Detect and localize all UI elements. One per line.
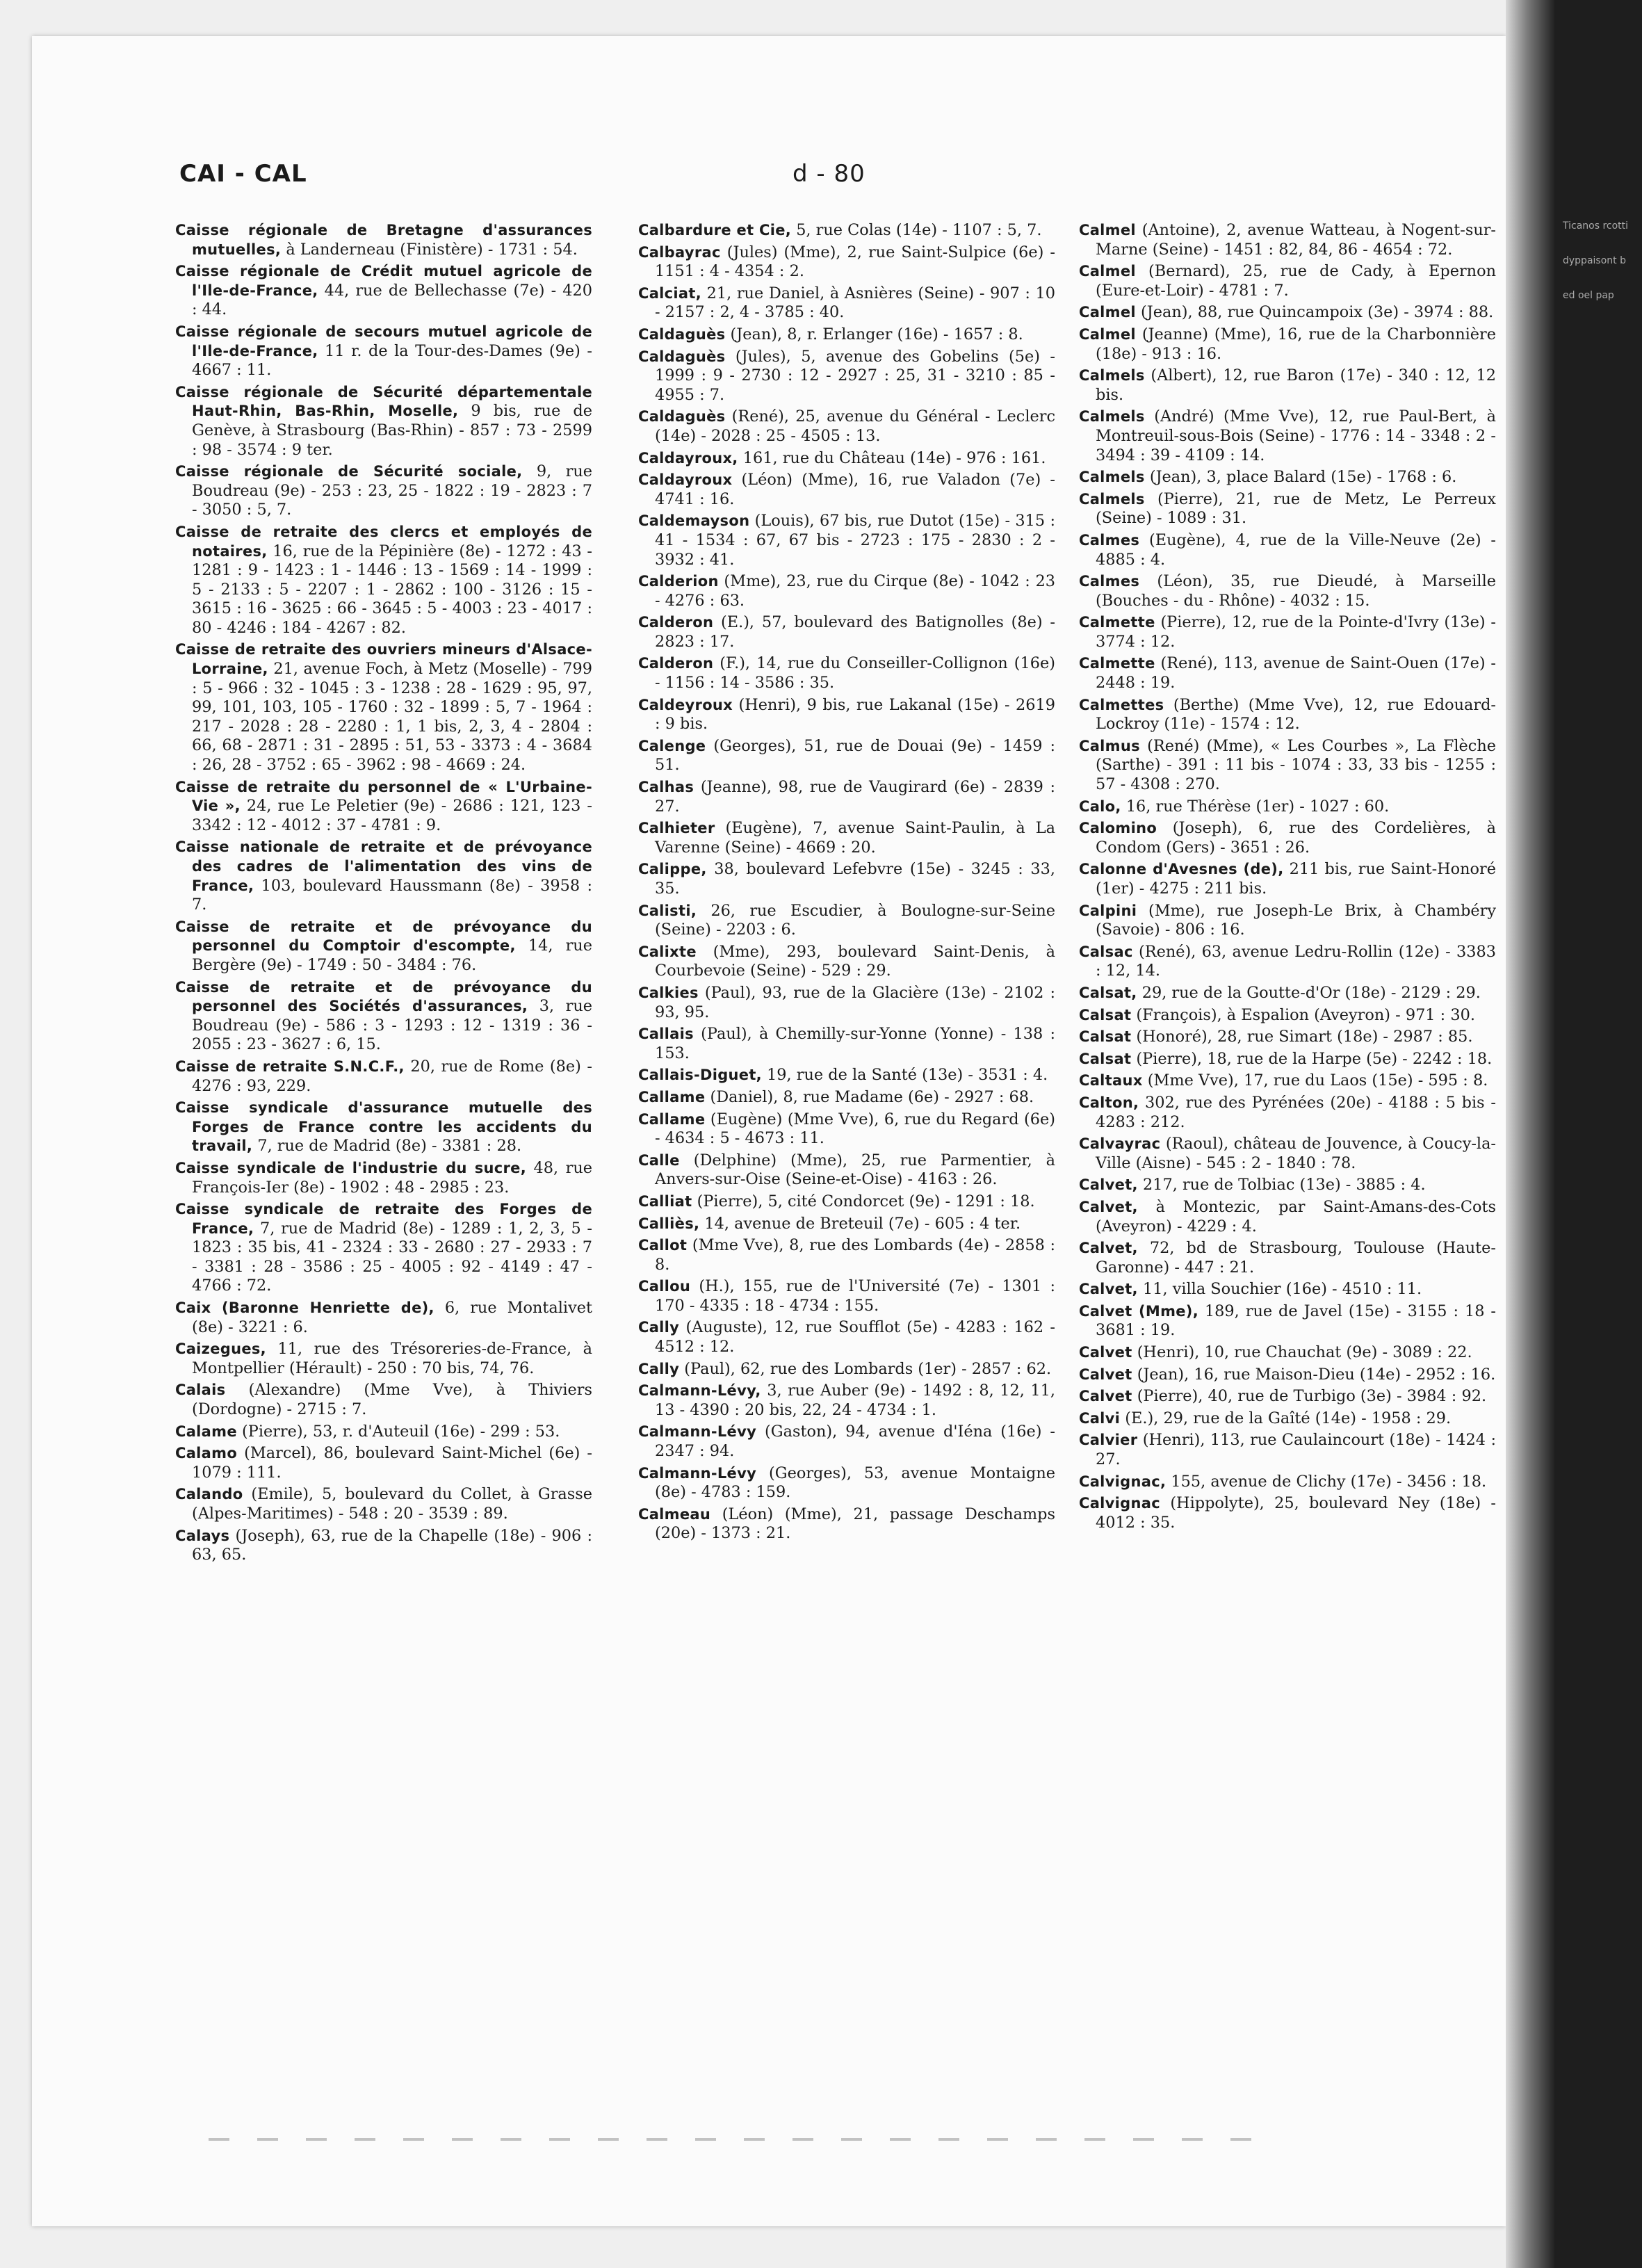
entry-name: Callais-Diguet, xyxy=(638,1067,762,1084)
entry-details: (Eugène), 7, avenue Saint-Paulin, à La Varenne (Seine) - 4669 : 20. xyxy=(655,819,1055,857)
entry-details: (Henri), 9 bis, rue Lakanal (15e) - 2619 : 9 bis. xyxy=(655,695,1055,734)
directory-entry xyxy=(638,860,1055,898)
directory-entry xyxy=(1079,366,1496,405)
directory-entry xyxy=(1079,468,1496,487)
entry-name: Calciat, xyxy=(638,284,702,302)
entry-details: 29, rue de la Goutte-d'Or (18e) - 2129 : 29. xyxy=(1141,983,1481,1002)
entry-name: Calo, xyxy=(1079,797,1121,815)
entry-details: 211 bis, rue Saint-Honoré (1er) - 4275 : 211 bis. xyxy=(1096,860,1496,898)
entry-name: Caisse de retraite S.N.C.F., xyxy=(175,1058,405,1075)
entry-name: Calderion xyxy=(638,573,719,590)
entry-name: Calsat, xyxy=(1079,984,1137,1001)
entry-details: (René) (Mme), « Les Courbes », La Flèche (Sarthe) - 391 : 11 bis - 1074 : 33, 33 bis - 1255 : 57 - 4308 : 270. xyxy=(1096,736,1496,794)
book-spine xyxy=(1506,0,1554,2268)
directory-entry xyxy=(1079,819,1496,857)
entry-name: Calvi xyxy=(1079,1409,1121,1427)
column-3 xyxy=(1079,221,1496,2098)
entry-details: (E.), 29, rue de la Gaîté (14e) - 1958 : 29. xyxy=(1125,1409,1452,1427)
entry-name: Calmes xyxy=(1079,573,1140,590)
entry-details: 14, rue Bergère (9e) - 1749 : 50 - 3484 : 76. xyxy=(192,937,592,974)
directory-entry xyxy=(638,1236,1055,1274)
entry-name: Calhas xyxy=(638,779,694,796)
entry-details: 16, rue de la Pépinière (8e) - 1272 : 43 - 1281 : 9 - 1423 : 1 - 1446 : 13 - 1569 : 14 - 1999 : 5 - 2133 : 5 - 2207 : 1 - 2862 : 100 - 3126 : 15 - 3615 : 16 - 3625 : 66 - 3645 : 5 - 4003 : 23 - 4017 : 80 - 4246 : 184 - 4267 : 82. xyxy=(192,542,592,637)
entry-name: Calisti, xyxy=(638,902,697,919)
entry-name: Calmeau xyxy=(638,1505,711,1523)
directory-entry xyxy=(1079,797,1496,817)
entry-details: 21, avenue Foch, à Metz (Moselle) - 799 : 5 - 966 : 32 - 1045 : 3 - 1238 : 28 - 1629 : 95, 97, 99, 101, 103, 105 - 1760 : 32 - 1899 : 5, 7 - 1964 : 217 - 2028 : 28 - 2280 : 1, 1 bis, 2, 3, 4 - 2804 : 66, 68 - 2871 : 31 - 2895 : 51, 53 - 3373 : 4 - 3684 : 26, 28 - 3752 : 65 - 3962 : 98 - 4669 : 24. xyxy=(192,660,592,775)
entry-details: 14, avenue de Breteuil (7e) - 605 : 4 ter. xyxy=(704,1214,1021,1233)
entry-details: 11, rue des Trésoreries-de-France, à Montpellier (Hérault) - 250 : 70 bis, 74, 76. xyxy=(192,1340,592,1377)
directory-entry xyxy=(1079,1239,1496,1277)
entry-details: (Honoré), 28, rue Simart (18e) - 2987 : 85. xyxy=(1136,1028,1473,1046)
entry-details: 161, rue du Château (14e) - 976 : 161. xyxy=(742,448,1046,467)
entry-name: Calais xyxy=(175,1382,226,1399)
entry-details: (Mme), 293, boulevard Saint-Denis, à Courbevoie (Seine) - 529 : 29. xyxy=(655,942,1055,980)
entry-name: Callame xyxy=(638,1110,706,1128)
directory-entry xyxy=(175,918,592,975)
entry-details: (Auguste), 12, rue Soufflot (5e) - 4283 : 162 - 4512 : 12. xyxy=(655,1318,1055,1356)
entry-details: 11 r. de la Tour-des-Dames (9e) - 4667 : 11. xyxy=(192,341,592,380)
entry-name: Caisse syndicale de l'industrie du sucre, xyxy=(175,1159,527,1176)
entry-name: Caisse régionale de secours mutuel agricole de l'Ile-de-France, xyxy=(175,323,592,359)
entry-details: 302, rue des Pyrénées (20e) - 4188 : 5 bis - 4283 : 212. xyxy=(1096,1093,1496,1131)
directory-entry xyxy=(638,1423,1055,1461)
entry-name: Calmettes xyxy=(1079,696,1164,713)
entry-name: Caisse nationale de retraite et de prévoyance des cadres de l'alimentation des vins de France, xyxy=(175,839,592,894)
entry-details: (Marcel), 86, boulevard Saint-Michel (6e) - 1079 : 111. xyxy=(192,1444,592,1482)
directory-entry xyxy=(1079,325,1496,364)
directory-entry xyxy=(1079,654,1496,692)
entry-details: 3, rue Boudreau (9e) - 586 : 3 - 1293 : 12 - 1319 : 36 - 2055 : 23 - 3627 : 6, 15. xyxy=(192,997,592,1054)
entry-details: 6, rue Montalivet (8e) - 3221 : 6. xyxy=(192,1299,592,1336)
entry-details: 20, rue de Rome (8e) - 4276 : 93, 229. xyxy=(192,1057,592,1095)
entry-details: 26, rue Escudier, à Boulogne-sur-Seine (Seine) - 2203 : 6. xyxy=(655,901,1055,939)
directory-entry xyxy=(1079,1366,1496,1385)
entry-name: Caldayroux, xyxy=(638,449,738,467)
entry-details: 24, rue Le Peletier (9e) - 2686 : 121, 123 - 3342 : 12 - 4012 : 37 - 4781 : 9. xyxy=(192,797,592,834)
directory-entry xyxy=(638,1215,1055,1234)
entry-details: 11, villa Souchier (16e) - 4510 : 11. xyxy=(1142,1280,1422,1299)
directory-entry xyxy=(175,978,592,1055)
directory-entry xyxy=(1079,1050,1496,1069)
entry-name: Caix (Baronne Henriette de), xyxy=(175,1299,434,1317)
directory-entry xyxy=(175,1527,592,1565)
entry-details: (Daniel), 8, rue Madame (6e) - 2927 : 68. xyxy=(710,1087,1034,1106)
entry-name: Calvet xyxy=(1079,1366,1132,1383)
entry-name: Calixte xyxy=(638,943,697,960)
entry-name: Calamo xyxy=(175,1445,238,1462)
directory-entry xyxy=(1079,1006,1496,1026)
entry-details: (René), 25, avenue du Général - Leclerc (14e) - 2028 : 25 - 4505 : 13. xyxy=(655,407,1055,445)
entry-details: (Mme), 23, rue du Cirque (8e) - 1042 : 23 - 4276 : 63. xyxy=(655,572,1055,610)
directory-entry xyxy=(175,523,592,638)
directory-entry xyxy=(1079,1494,1496,1532)
directory-entry xyxy=(175,1299,592,1337)
entry-details: 9 bis, rue de Genève, à Strasbourg (Bas-Rhin) - 857 : 73 - 2599 : 98 - 3574 : 9 ter. xyxy=(192,402,592,459)
entry-details: (F.), 14, rue du Conseiller-Collignon (16e) - 1156 : 14 - 3586 : 35. xyxy=(655,654,1055,692)
directory-entry xyxy=(1079,1387,1496,1407)
entry-name: Calmette xyxy=(1079,614,1155,631)
entry-name: Caizegues, xyxy=(175,1340,266,1358)
entry-details: (Joseph), 6, rue des Cordelières, à Condom (Gers) - 3651 : 26. xyxy=(1096,819,1496,857)
directory-entry xyxy=(638,512,1055,569)
directory-entry xyxy=(1079,860,1496,898)
entry-name: Caisse régionale de Sécurité départementale Haut-Rhin, Bas-Rhin, Moselle, xyxy=(175,383,592,420)
directory-entry xyxy=(638,613,1055,651)
directory-entry xyxy=(1079,1409,1496,1429)
entry-name: Calame xyxy=(175,1423,237,1440)
entry-details: (Jules), 5, avenue des Gobelins (5e) - 1999 : 9 - 2730 : 12 - 2927 : 25, 31 - 3210 : 85 - 4955 : 7. xyxy=(655,347,1055,404)
directory-entry xyxy=(638,1088,1055,1108)
entry-name: Calliès, xyxy=(638,1215,700,1232)
entry-details: (Jean), 8, r. Erlanger (16e) - 1657 : 8. xyxy=(730,325,1023,343)
entry-details: (E.), 57, boulevard des Batignolles (8e) - 2823 : 17. xyxy=(655,613,1055,651)
entry-details: 16, rue Thérèse (1er) - 1027 : 60. xyxy=(1125,797,1390,816)
directory-entry xyxy=(638,819,1055,857)
entry-name: Calliat xyxy=(638,1192,692,1210)
directory-entry xyxy=(175,640,592,775)
entry-name: Calando xyxy=(175,1486,243,1503)
directory-entry xyxy=(175,838,592,914)
entry-name: Caldemayson xyxy=(638,512,750,530)
entry-details: (Joseph), 63, rue de la Chapelle (18e) - 906 : 63, 65. xyxy=(192,1526,592,1564)
entry-name: Caisse régionale de Sécurité sociale, xyxy=(175,463,523,480)
directory-entry xyxy=(1079,490,1496,528)
entry-details: 44, rue de Bellechasse (7e) - 420 : 44. xyxy=(192,281,592,319)
adjacent-page-text: Ticanos rcotti dyppaisont bed oel pap xyxy=(1563,220,1629,301)
directory-entry xyxy=(638,1382,1055,1420)
entry-details: (Pierre), 5, cité Condorcet (9e) - 1291 : 18. xyxy=(697,1192,1035,1210)
entry-name: Calenge xyxy=(638,737,706,754)
entry-details: (Antoine), 2, avenue Watteau, à Nogent-sur-Marne (Seine) - 1451 : 82, 84, 86 - 4654 : 72. xyxy=(1096,221,1496,259)
entry-details: (Léon), 35, rue Dieudé, à Marseille (Bouches - du - Rhône) - 4032 : 15. xyxy=(1096,572,1496,610)
entry-details: 48, rue François-Ier (8e) - 1902 : 48 - 2985 : 23. xyxy=(192,1158,592,1197)
directory-entry xyxy=(638,737,1055,775)
entry-name: Calmels xyxy=(1079,367,1145,384)
entry-details: (Jules) (Mme), 2, rue Saint-Sulpice (6e) - 1151 : 4 - 4354 : 2. xyxy=(655,243,1055,281)
directory-entry xyxy=(1079,407,1496,465)
directory-entry xyxy=(175,262,592,320)
entry-name: Calays xyxy=(175,1527,230,1544)
entry-details: (Henri), 113, rue Caulaincourt (18e) - 1424 : 27. xyxy=(1096,1431,1496,1469)
entry-name: Caltaux xyxy=(1079,1072,1143,1090)
entry-details: (André) (Mme Vve), 12, rue Paul-Bert, à Montreuil-sous-Bois (Seine) - 1776 : 14 - 3348 : 2 - 3494 : 39 - 4109 : 14. xyxy=(1096,407,1496,464)
directory-entry xyxy=(175,1340,592,1378)
directory-entry xyxy=(638,1464,1055,1502)
entry-details: (René), 63, avenue Ledru-Rollin (12e) - 3383 : 12, 14. xyxy=(1096,942,1496,980)
entry-details: 189, rue de Javel (15e) - 3155 : 18 - 3681 : 19. xyxy=(1096,1302,1496,1340)
entry-name: Caisse de retraite et de prévoyance du personnel du Comptoir d'escompte, xyxy=(175,918,592,955)
directory-entry xyxy=(638,1318,1055,1356)
directory-entry xyxy=(1079,1028,1496,1047)
entry-details: (Alexandre) (Mme Vve), à Thiviers (Dordogne) - 2715 : 7. xyxy=(192,1381,592,1419)
entry-details: (Georges), 53, avenue Montaigne (8e) - 4783 : 159. xyxy=(655,1464,1055,1502)
entry-name: Calomino xyxy=(1079,820,1157,837)
entry-name: Calonne d'Avesnes (de), xyxy=(1079,861,1284,878)
entry-name: Calvayrac xyxy=(1079,1135,1161,1153)
entry-details: (Léon) (Mme), 16, rue Valadon (7e) - 4741 : 16. xyxy=(655,471,1055,508)
entry-name: Calle xyxy=(638,1151,680,1169)
directory-entry xyxy=(1079,613,1496,651)
directory-entry xyxy=(175,462,592,520)
entry-name: Callais xyxy=(638,1026,694,1043)
directory-entry xyxy=(1079,1302,1496,1340)
entry-name: Calmel xyxy=(1079,263,1136,280)
entry-name: Calmann-Lévy xyxy=(638,1464,757,1482)
directory-entry xyxy=(175,1058,592,1096)
entry-details: (Pierre), 21, rue de Metz, Le Perreux (Seine) - 1089 : 31. xyxy=(1096,489,1496,528)
directory-entry xyxy=(638,1066,1055,1085)
directory-entry xyxy=(1079,1343,1496,1363)
entry-name: Caisse syndicale d'assurance mutuelle des Forges de France contre les accidents du travail, xyxy=(175,1099,592,1155)
directory-entry xyxy=(638,943,1055,981)
entry-name: Calvet (Mme), xyxy=(1079,1302,1198,1320)
directory-entry xyxy=(175,1200,592,1296)
entry-details: 3, rue Auber (9e) - 1492 : 8, 12, 11, 13 - 4390 : 20 bis, 22, 24 - 4734 : 1. xyxy=(655,1382,1055,1419)
entry-name: Calmus xyxy=(1079,737,1140,754)
directory-entry xyxy=(638,984,1055,1022)
entry-name: Calbayrac xyxy=(638,243,721,261)
entry-name: Calmels xyxy=(1079,490,1145,508)
entry-details: (Albert), 12, rue Baron (17e) - 340 : 12, 12 bis. xyxy=(1096,366,1496,404)
directory-entry xyxy=(1079,221,1496,259)
directory-entry xyxy=(638,654,1055,692)
entry-details: 21, rue Daniel, à Asnières (Seine) - 907 : 10 - 2157 : 2, 4 - 3785 : 40. xyxy=(655,284,1055,322)
entry-details: (Eugène) (Mme Vve), 6, rue du Regard (6e) - 4634 : 5 - 4673 : 11. xyxy=(655,1110,1055,1148)
entry-details: (Jean), 16, rue Maison-Dieu (14e) - 2952 : 16. xyxy=(1137,1365,1496,1384)
entry-name: Calvet xyxy=(1079,1388,1132,1405)
directory-entry xyxy=(175,1381,592,1419)
directory-entry xyxy=(638,221,1055,241)
column-1 xyxy=(175,221,592,2098)
entry-name: Calderon xyxy=(638,614,714,631)
entry-details: 7, rue de Madrid (8e) - 3381 : 28. xyxy=(257,1137,522,1156)
entry-details: (Jean), 3, place Balard (15e) - 1768 : 6. xyxy=(1149,468,1457,487)
entry-name: Caisse de retraite des ouvriers mineurs d'Alsace-Lorraine, xyxy=(175,641,592,678)
directory-entry xyxy=(638,325,1055,345)
directory-entry xyxy=(638,348,1055,405)
directory-entry xyxy=(175,1099,592,1156)
directory-entry xyxy=(1079,1071,1496,1091)
directory-entry xyxy=(1079,1431,1496,1469)
entry-details: (Pierre), 40, rue de Turbigo (3e) - 3984 : 92. xyxy=(1137,1387,1487,1406)
directory-entry xyxy=(638,1360,1055,1379)
entry-details: 103, boulevard Haussmann (8e) - 3958 : 7. xyxy=(192,876,592,914)
entry-details: (Paul), à Chemilly-sur-Yonne (Yonne) - 138 : 153. xyxy=(655,1025,1055,1062)
entry-details: (Paul), 93, rue de la Glacière (13e) - 2102 : 93, 95. xyxy=(655,983,1055,1021)
entry-name: Callou xyxy=(638,1278,691,1295)
directory-entry xyxy=(175,1423,592,1442)
entry-details: 9, rue Boudreau (9e) - 253 : 23, 25 - 1822 : 19 - 2823 : 7 - 3050 : 5, 7. xyxy=(192,462,592,519)
directory-entry xyxy=(1079,303,1496,323)
entry-details: 38, boulevard Lefebvre (15e) - 3245 : 33, 35. xyxy=(655,860,1055,898)
directory-entry xyxy=(638,1025,1055,1063)
entry-details: (Hippolyte), 25, boulevard Ney (18e) - 4012 : 35. xyxy=(1096,1494,1496,1532)
directory-entry xyxy=(638,1192,1055,1212)
entry-details: (Paul), 62, rue des Lombards (1er) - 2857 : 62. xyxy=(684,1359,1052,1378)
entry-name: Calvignac xyxy=(1079,1495,1160,1512)
entry-details: (Bernard), 25, rue de Cady, à Epernon (Eure-et-Loir) - 4781 : 7. xyxy=(1096,262,1496,300)
directory-entry xyxy=(1079,531,1496,569)
entry-details: (Jeanne), 98, rue de Vaugirard (6e) - 2839 : 27. xyxy=(655,778,1055,816)
entry-details: (Eugène), 4, rue de la Ville-Neuve (2e) - 4885 : 4. xyxy=(1096,530,1496,569)
entry-details: (Léon) (Mme), 21, passage Deschamps (20e) - 1373 : 21. xyxy=(655,1505,1055,1543)
directory-entry xyxy=(1079,1198,1496,1236)
entry-details: (Berthe) (Mme Vve), 12, rue Edouard-Lockroy (11e) - 1574 : 12. xyxy=(1096,695,1496,734)
entry-name: Calmel xyxy=(1079,304,1136,321)
entry-details: (Raoul), château de Jouvence, à Coucy-la-Ville (Aisne) - 545 : 2 - 1840 : 78. xyxy=(1096,1135,1496,1172)
entry-name: Caldaguès xyxy=(638,348,726,365)
entry-details: (Mme), rue Joseph-Le Brix, à Chambéry (Savoie) - 806 : 16. xyxy=(1096,901,1496,939)
page-bottom-rule xyxy=(209,2138,1251,2141)
entry-name: Caldaguès xyxy=(638,325,726,343)
entry-name: Calmel xyxy=(1079,325,1136,343)
entry-details: 19, rue de la Santé (13e) - 3531 : 4. xyxy=(767,1066,1048,1085)
entry-name: Cally xyxy=(638,1360,680,1377)
entry-details: (Pierre), 12, rue de la Pointe-d'Ivry (13e) - 3774 : 12. xyxy=(1096,613,1496,651)
entry-details: (Mme Vve), 17, rue du Laos (15e) - 595 : 8. xyxy=(1147,1071,1488,1090)
directory-entry xyxy=(638,471,1055,509)
entry-name: Caldayroux xyxy=(638,471,733,489)
entry-name: Calmels xyxy=(1079,408,1145,426)
entry-name: Calmes xyxy=(1079,531,1140,549)
directory-entry xyxy=(175,383,592,460)
entry-details: (Pierre), 53, r. d'Auteuil (16e) - 299 : 53. xyxy=(242,1422,560,1441)
entry-name: Calsac xyxy=(1079,943,1133,960)
entry-details: à Landerneau (Finistère) - 1731 : 54. xyxy=(286,240,578,259)
directory-entry xyxy=(1079,984,1496,1003)
directory-entry xyxy=(638,284,1055,323)
directory-entry xyxy=(1079,943,1496,981)
entry-name: Calmann-Lévy xyxy=(638,1423,757,1441)
entry-name: Caisse syndicale de retraite des Forges de France, xyxy=(175,1201,592,1237)
directory-entry xyxy=(1079,1280,1496,1299)
directory-entry xyxy=(1079,1473,1496,1492)
directory-entry xyxy=(638,1277,1055,1315)
directory-entry xyxy=(638,572,1055,610)
entry-name: Calsat xyxy=(1079,1028,1132,1046)
directory-entry xyxy=(638,696,1055,734)
entry-name: Calvignac, xyxy=(1079,1473,1167,1490)
entry-name: Calmann-Lévy, xyxy=(638,1382,761,1400)
entry-name: Calsat xyxy=(1079,1050,1132,1067)
entry-details: à Montezic, par Saint-Amans-des-Cots (Aveyron) - 4229 : 4. xyxy=(1096,1197,1496,1236)
entry-name: Caisse de retraite et de prévoyance du personnel des Sociétés d'assurances, xyxy=(175,978,592,1015)
directory-entry xyxy=(638,449,1055,469)
entry-details: (Jeanne) (Mme), 16, rue de la Charbonnière (18e) - 913 : 16. xyxy=(1096,325,1496,363)
directory-entry xyxy=(175,1159,592,1197)
entry-details: (François), à Espalion (Aveyron) - 971 : 30. xyxy=(1136,1005,1475,1024)
entry-details: (René), 113, avenue de Saint-Ouen (17e) - 2448 : 19. xyxy=(1096,654,1496,692)
entry-name: Calmel xyxy=(1079,222,1136,238)
entry-name: Calmels xyxy=(1079,469,1145,486)
entry-details: (Delphine) (Mme), 25, rue Parmentier, à Anvers-sur-Oise (Seine-et-Oise) - 4163 : 26. xyxy=(655,1151,1055,1189)
directory-entry xyxy=(638,1110,1055,1149)
entry-name: Caisse de retraite des clercs et employés de notaires, xyxy=(175,523,592,560)
entry-details: (Louis), 67 bis, rue Dutot (15e) - 315 : 41 - 1534 : 67, 67 bis - 2723 : 175 - 2830 : 2 - 3932 : 41. xyxy=(655,512,1055,569)
entry-name: Calvet xyxy=(1079,1344,1132,1361)
adjacent-page-edge xyxy=(1554,0,1642,2268)
entry-name: Calvet, xyxy=(1079,1281,1138,1298)
entry-name: Caisse régionale de Crédit mutuel agricole de l'Ile-de-France, xyxy=(175,263,592,299)
entry-name: Calvet, xyxy=(1079,1240,1138,1257)
entry-name: Calderon xyxy=(638,655,714,672)
entry-details: (Gaston), 94, avenue d'Iéna (16e) - 2347 : 94. xyxy=(655,1423,1055,1461)
directory-entry xyxy=(1079,1094,1496,1132)
entry-name: Calsat xyxy=(1079,1006,1132,1023)
page-number: d - 80 xyxy=(792,160,865,188)
entry-name: Caldeyroux xyxy=(638,696,733,713)
directory-entry xyxy=(175,1485,592,1523)
entry-name: Calpini xyxy=(1079,902,1137,919)
directory-entry xyxy=(638,407,1055,446)
entry-details: 217, rue de Tolbiac (13e) - 3885 : 4. xyxy=(1142,1176,1426,1194)
page-range-header: CAI - CAL xyxy=(179,160,307,188)
directory-entry xyxy=(638,243,1055,282)
entry-name: Calhieter xyxy=(638,820,715,837)
entry-name: Callame xyxy=(638,1088,706,1105)
entry-details: 7, rue de Madrid (8e) - 1289 : 1, 2, 3, 5 - 1823 : 35 bis, 41 - 2324 : 33 - 2680 : 27 - 2933 : 7 - 3381 : 28 - 3586 : 25 - 4005 : 92 - 4149 : 47 - 4766 : 72. xyxy=(192,1219,592,1295)
column-2 xyxy=(638,221,1055,2098)
entry-details: (H.), 155, rue de l'Université (7e) - 1301 : 170 - 4335 : 18 - 4734 : 155. xyxy=(655,1277,1055,1315)
entry-name: Cally xyxy=(638,1319,680,1336)
directory-entry xyxy=(638,1151,1055,1190)
directory-entry xyxy=(1079,737,1496,795)
entry-details: 72, bd de Strasbourg, Toulouse (Haute-Garonne) - 447 : 21. xyxy=(1096,1239,1496,1277)
directory-entry xyxy=(175,778,592,836)
entry-name: Calvier xyxy=(1079,1432,1138,1449)
entry-details: (Mme Vve), 8, rue des Lombards (4e) - 2858 : 8. xyxy=(655,1236,1055,1274)
entry-name: Calvet, xyxy=(1079,1176,1138,1194)
entry-details: (Georges), 51, rue de Douai (9e) - 1459 : 51. xyxy=(655,736,1055,775)
entry-name: Calton, xyxy=(1079,1094,1139,1111)
entry-details: 5, rue Colas (14e) - 1107 : 5, 7. xyxy=(796,221,1042,239)
directory-entry xyxy=(175,323,592,380)
entry-name: Calvet, xyxy=(1079,1198,1138,1215)
directory-entry xyxy=(638,778,1055,816)
entry-name: Calbardure et Cie, xyxy=(638,222,792,238)
entry-details: (Henri), 10, rue Chauchat (9e) - 3089 : 22. xyxy=(1137,1343,1472,1362)
entry-name: Callot xyxy=(638,1237,688,1254)
directory-entry xyxy=(1079,1135,1496,1173)
entry-name: Caldaguès xyxy=(638,408,726,426)
directory-entry xyxy=(1079,572,1496,610)
entry-details: 155, avenue de Clichy (17e) - 3456 : 18. xyxy=(1171,1472,1487,1491)
directory-entry xyxy=(1079,1176,1496,1195)
directory-entry xyxy=(175,221,592,259)
entry-name: Calippe, xyxy=(638,861,707,878)
directory-entry xyxy=(1079,262,1496,300)
directory-entry xyxy=(175,1444,592,1482)
entry-name: Calmette xyxy=(1079,655,1155,672)
entry-name: Caisse de retraite du personnel de « L'Urbaine-Vie », xyxy=(175,778,592,815)
entry-name: Calkies xyxy=(638,984,699,1001)
directory-entry xyxy=(638,1505,1055,1544)
directory-entry xyxy=(1079,902,1496,940)
entry-details: (Pierre), 18, rue de la Harpe (5e) - 2242 : 18. xyxy=(1136,1049,1493,1068)
entry-details: (Emile), 5, boulevard du Collet, à Grasse (Alpes-Maritimes) - 548 : 20 - 3539 : 89. xyxy=(192,1485,592,1523)
entry-details: (Jean), 88, rue Quincampoix (3e) - 3974 : 88. xyxy=(1141,303,1494,322)
directory-entry xyxy=(1079,696,1496,734)
entry-name: Caisse régionale de Bretagne d'assurances mutuelles, xyxy=(175,222,592,258)
directory-entry xyxy=(638,902,1055,940)
